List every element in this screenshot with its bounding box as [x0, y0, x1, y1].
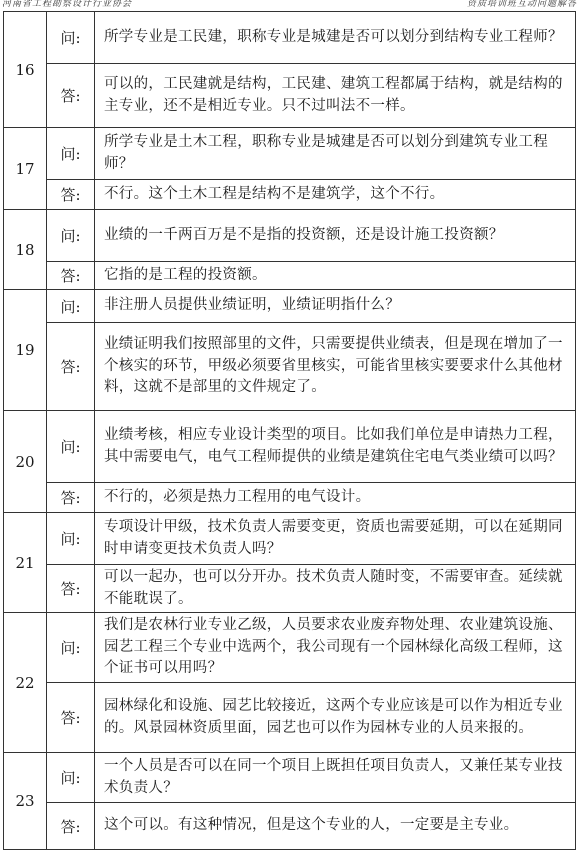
table-row: [4, 290, 576, 323]
answer-text: 它指的是工程的投资额。: [95, 262, 576, 290]
table-row: [4, 683, 576, 753]
table-row: [4, 210, 576, 262]
question-label: 问:: [47, 210, 95, 262]
question-number: 16: [4, 12, 47, 128]
table-row: [4, 513, 576, 565]
answer-text: 不行。这个土木工程是结构不是建筑学，这个不行。: [95, 180, 576, 210]
question-text: 专项设计甲级，技术负责人需要变更，资质也需要延期，可以在延期同时申请变更技术负责人吗？: [95, 513, 576, 565]
table-row: [4, 411, 576, 483]
table-row: [4, 323, 576, 411]
page-header: [0, 0, 579, 9]
question-number: 17: [4, 128, 47, 210]
answer-text: 可以一起办，也可以分开办。技术负责人随时变，不需要审查。延续就不能耽误了。: [95, 565, 576, 613]
answer-text: 不行的，必须是热力工程用的电气设计。: [95, 483, 576, 513]
table-row: [4, 483, 576, 513]
question-number: 20: [4, 411, 47, 513]
answer-text: 这个可以。有这种情况，但是这个专业的人，一定要是主专业。: [95, 803, 576, 850]
question-text: 一个人员是否可以在同一个项目上既担任项目负责人，又兼任某专业技术负责人？: [95, 753, 576, 803]
table-row: [4, 128, 576, 180]
table-row: [4, 12, 576, 64]
question-text: 我们是农林行业专业乙级，人员要求农业废弃物处理、农业建筑设施、园艺工程三个专业中选两个，我公司现有一个园林绿化高级工程师，这个证书可以用吗？: [95, 613, 576, 683]
question-text: 所学专业是土木工程，职称专业是城建是否可以划分到建筑专业工程师？: [95, 128, 576, 180]
qa-table: [3, 11, 576, 850]
question-label: 问:: [47, 613, 95, 683]
table-row: [4, 613, 576, 683]
table-row: [4, 803, 576, 850]
table-row: [4, 180, 576, 210]
question-label: 问:: [47, 411, 95, 483]
question-number: 23: [4, 753, 47, 850]
question-label: 问:: [47, 513, 95, 565]
answer-label: 答:: [47, 323, 95, 411]
question-number: 21: [4, 513, 47, 613]
answer-label: 答:: [47, 483, 95, 513]
table-row: [4, 64, 576, 128]
question-label: 问:: [47, 753, 95, 803]
answer-text: 业绩证明我们按照部里的文件，只需要提供业绩表，但是现在增加了一个核实的环节，甲级必须要省里核实，可能省里核实要要求什么其他材料，这就不是部里的文件规定了。: [95, 323, 576, 411]
answer-label: 答:: [47, 180, 95, 210]
question-text: 非注册人员提供业绩证明，业绩证明指什么？: [95, 290, 576, 323]
question-text: 所学专业是工民建，职称专业是城建是否可以划分到结构专业工程师？: [95, 12, 576, 64]
question-number: 18: [4, 210, 47, 290]
answer-label: 答:: [47, 262, 95, 290]
answer-label: 答:: [47, 64, 95, 128]
question-label: 问:: [47, 290, 95, 323]
question-label: 问:: [47, 128, 95, 180]
table-row: [4, 753, 576, 803]
question-number: 19: [4, 290, 47, 411]
question-label: 问:: [47, 12, 95, 64]
answer-label: 答:: [47, 683, 95, 753]
header-document-title: 资质培训班互动问题解答: [466, 0, 577, 9]
question-number: 22: [4, 613, 47, 753]
question-text: 业绩的一千两百万是不是指的投资额，还是设计施工投资额？: [95, 210, 576, 262]
header-association-name: 河南省工程勘察设计行业协会: [2, 0, 133, 9]
question-text: 业绩考核，相应专业设计类型的项目。比如我们单位是申请热力工程，其中需要电气，电气工程师提供的业绩是建筑住宅电气类业绩可以吗？: [95, 411, 576, 483]
table-row: [4, 565, 576, 613]
answer-label: 答:: [47, 803, 95, 850]
answer-text: 可以的，工民建就是结构，工民建、建筑工程都属于结构，就是结构的主专业，还不是相近专业。只不过叫法不一样。: [95, 64, 576, 128]
table-row: [4, 262, 576, 290]
answer-text: 园林绿化和设施、园艺比较接近，这两个专业应该是可以作为相近专业的。风景园林资质里面，园艺也可以作为园林专业的人员来报的。: [95, 683, 576, 753]
answer-label: 答:: [47, 565, 95, 613]
